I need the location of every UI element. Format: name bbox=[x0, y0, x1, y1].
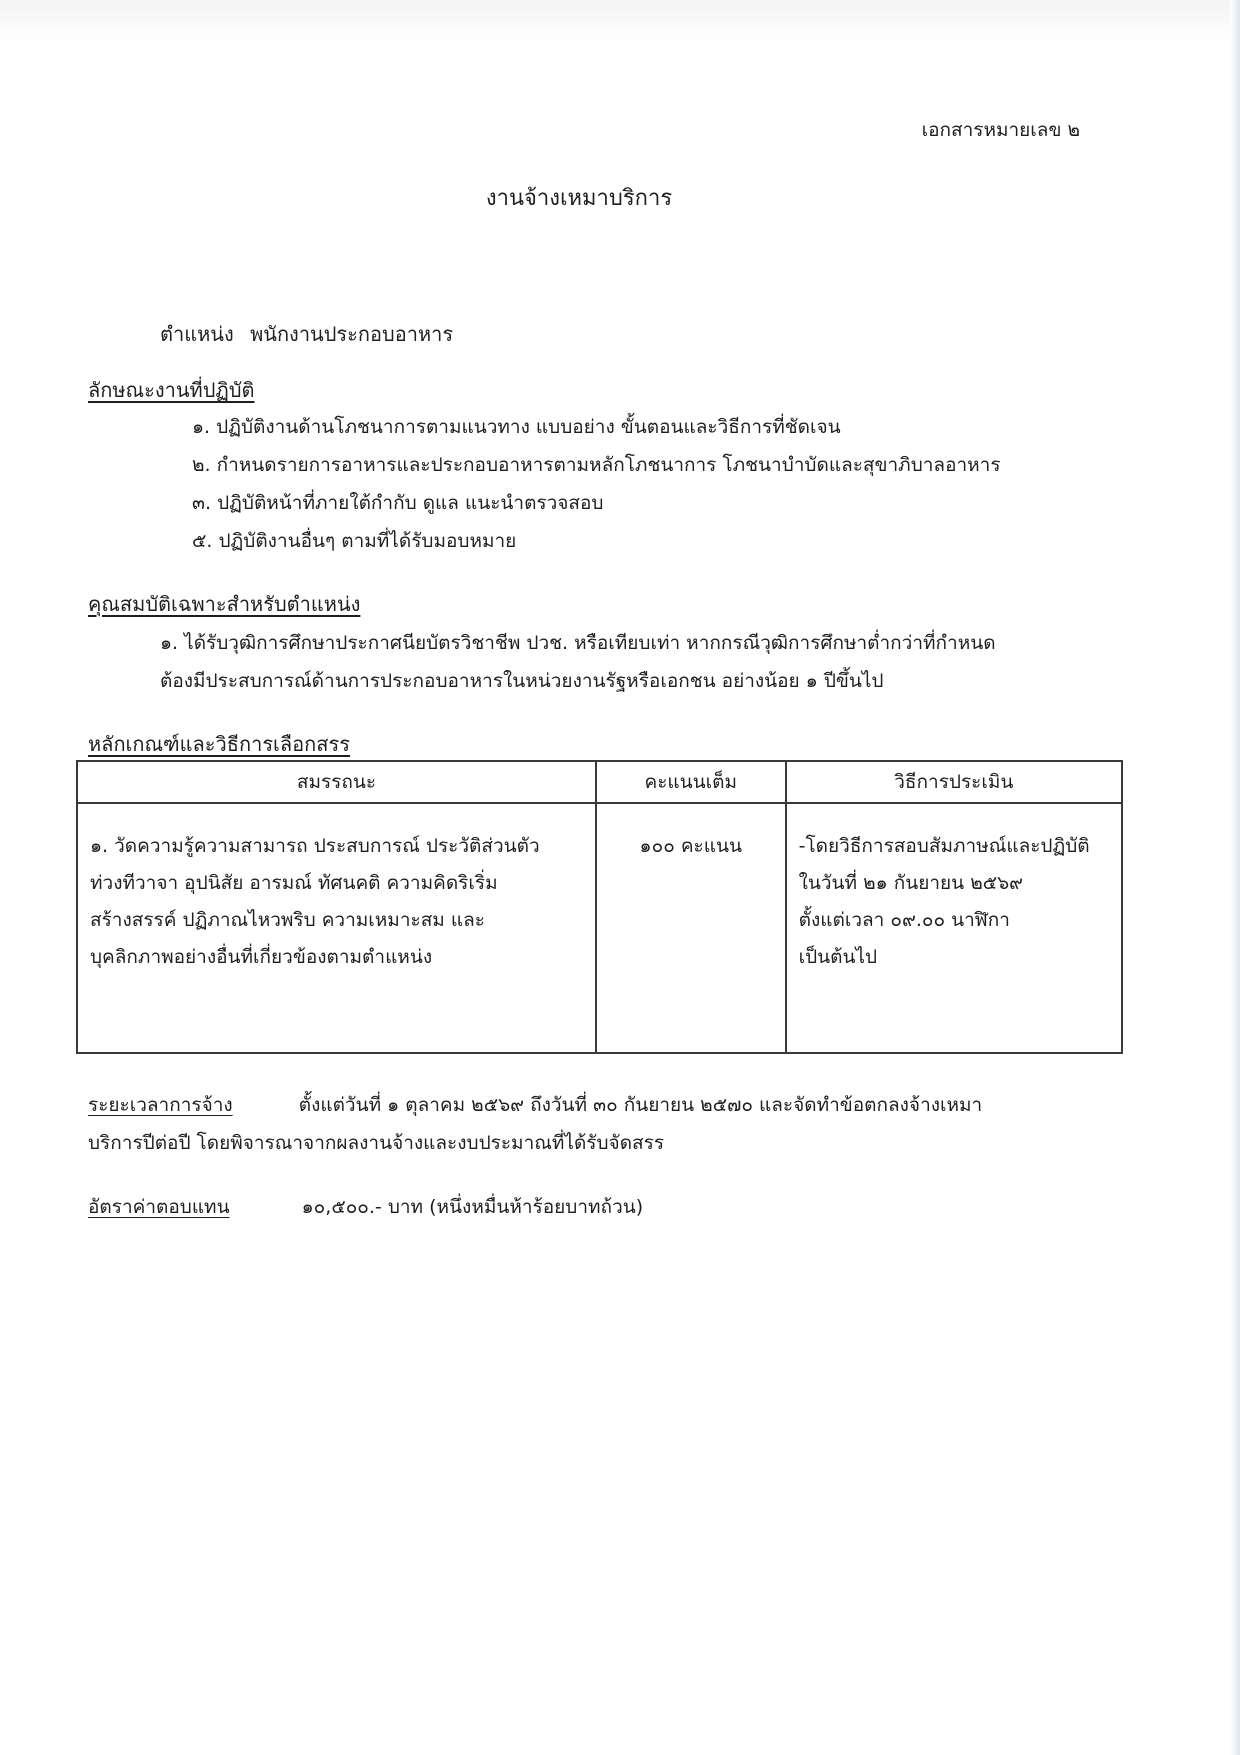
scan-shadow-top bbox=[0, 0, 1240, 40]
period-label: ระยะเวลาการจ้าง bbox=[88, 1094, 233, 1116]
table-row bbox=[77, 803, 1122, 1053]
method-line: ในวันที่ ๒๑ กันยายน ๒๕๖๙ bbox=[798, 872, 1024, 894]
competency-line: ท่วงทีวาจา อุปนิสัย อารมณ์ ทัศนคติ ความคิดริเริ่ม bbox=[90, 872, 498, 894]
scan-shadow-right bbox=[1230, 0, 1240, 1755]
criteria-heading: หลักเกณฑ์และวิธีการเลือกสรร bbox=[88, 732, 350, 756]
position-line bbox=[160, 318, 453, 350]
method-cell bbox=[786, 803, 1122, 1053]
competency-cell bbox=[77, 803, 596, 1053]
qualification-line: ๑. ได้รับวุฒิการศึกษาประกาศนียบัตรวิชาชีพ ปวช. หรือเทียบเท่า หากกรณีวุฒิการศึกษาต่ำกว่าที่กำหนด bbox=[160, 632, 996, 654]
duty-item: ๑. ปฏิบัติงานด้านโภชนาการตามแนวทาง แบบอย่าง ขั้นตอนและวิธีการที่ชัดเจน bbox=[192, 416, 841, 438]
period-text: ตั้งแต่วันที่ ๑ ตุลาคม ๒๕๖๙ ถึงวันที่ ๓๐ กันยายน ๒๕๗๐ และจัดทำข้อตกลงจ้างเหมา bbox=[298, 1094, 983, 1116]
document-title: งานจ้างเหมาบริการ bbox=[485, 186, 673, 211]
duty-item: ๓. ปฏิบัติหน้าที่ภายใต้กำกับ ดูแล แนะนำตรวจสอบ bbox=[192, 492, 604, 514]
header-competency: สมรรถนะ bbox=[77, 761, 596, 803]
header-full-score: คะแนนเต็ม bbox=[596, 761, 786, 803]
criteria-table bbox=[76, 760, 1123, 1054]
competency-line: สร้างสรรค์ ปฏิภาณไหวพริบ ความเหมาะสม และ bbox=[90, 909, 485, 931]
full-score-value: ๑๐๐ คะแนน bbox=[639, 835, 742, 857]
method-line: เป็นต้นไป bbox=[798, 946, 878, 968]
method-line: -โดยวิธีการสอบสัมภาษณ์และปฏิบัติ bbox=[798, 835, 1090, 857]
duty-item: ๒. กำหนดรายการอาหารและประกอบอาหารตามหลักโภชนาการ โภชนาบำบัดและสุขาภิบาลอาหาร bbox=[192, 454, 1001, 476]
criteria-header-row bbox=[77, 761, 1122, 803]
employment-period bbox=[88, 1090, 982, 1120]
qualification-line: ต้องมีประสบการณ์ด้านการประกอบอาหารในหน่วยงานรัฐหรือเอกชน อย่างน้อย ๑ ปีขึ้นไป bbox=[160, 670, 884, 692]
document-number: เอกสารหมายเลข ๒ bbox=[921, 119, 1080, 141]
competency-line: ๑. วัดความรู้ความสามารถ ประสบการณ์ ประวัติส่วนตัว bbox=[90, 835, 540, 857]
header-method: วิธีการประเมิน bbox=[786, 761, 1122, 803]
position-value: พนักงานประกอบอาหาร bbox=[250, 322, 454, 346]
pay-label: อัตราค่าตอบแทน bbox=[88, 1196, 230, 1218]
position-label: ตำแหน่ง bbox=[160, 322, 234, 346]
full-score-cell bbox=[596, 803, 786, 1053]
qualifications-heading: คุณสมบัติเฉพาะสำหรับตำแหน่ง bbox=[88, 592, 361, 616]
competency-line: บุคลิกภาพอย่างอื่นที่เกี่ยวข้องตามตำแหน่ง bbox=[90, 946, 433, 968]
compensation bbox=[88, 1192, 643, 1222]
pay-text: ๑๐,๕๐๐.- บาท (หนึ่งหมื่นห้าร้อยบาทถ้วน) bbox=[301, 1196, 644, 1218]
duty-item: ๕. ปฏิบัติงานอื่นๆ ตามที่ได้รับมอบหมาย bbox=[192, 530, 517, 552]
method-line: ตั้งแต่เวลา ๐๙.๐๐ นาฬิกา bbox=[798, 909, 1010, 931]
period-text-continued: บริการปีต่อปี โดยพิจารณาจากผลงานจ้างและงบประมาณที่ได้รับจัดสรร bbox=[88, 1132, 665, 1154]
duties-heading: ลักษณะงานที่ปฏิบัติ bbox=[88, 378, 255, 402]
